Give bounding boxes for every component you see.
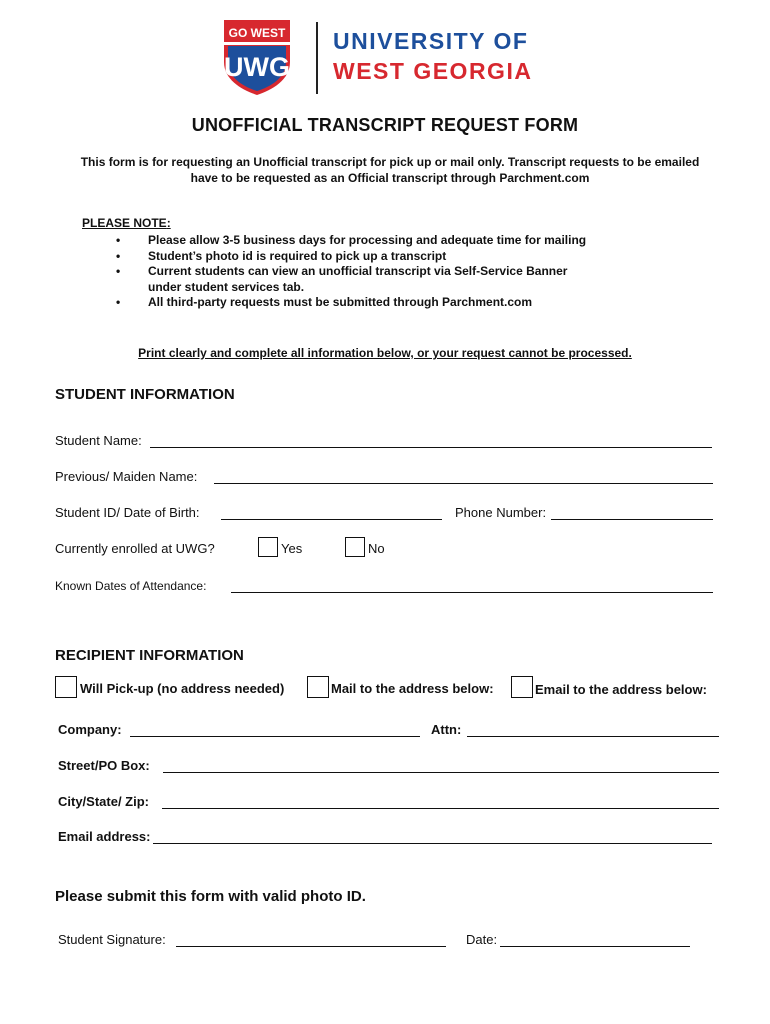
signature-label: Student Signature: bbox=[58, 932, 166, 947]
please-note-heading bbox=[82, 216, 171, 230]
note-item: • Please allow 3-5 business days for processing and adequate time for mailing bbox=[110, 233, 630, 249]
uwg-shield-logo bbox=[220, 18, 294, 96]
mail-label: Mail to the address below: bbox=[331, 681, 494, 696]
recipient-info-heading: RECIPIENT INFORMATION bbox=[55, 647, 244, 664]
logo-bottom-text: UWG bbox=[224, 52, 290, 82]
enrolled-no-label: No bbox=[368, 541, 385, 556]
logo-top-text: GO WEST bbox=[228, 26, 286, 40]
street-field[interactable] bbox=[163, 772, 719, 773]
note-list bbox=[110, 233, 630, 311]
enrolled-yes-label: Yes bbox=[281, 541, 303, 556]
email-option-checkbox[interactable] bbox=[511, 676, 533, 698]
note-item: • Student’s photo id is required to pick up a transcript bbox=[110, 249, 630, 265]
date-field[interactable] bbox=[500, 946, 690, 947]
university-name-line1: UNIVERSITY OF bbox=[333, 28, 529, 54]
student-name-field[interactable] bbox=[150, 447, 712, 448]
maiden-name-label: Previous/ Maiden Name: bbox=[55, 469, 198, 484]
date-label: Date: bbox=[466, 932, 498, 947]
university-name-line2: WEST GEORGIA bbox=[333, 58, 533, 84]
student-name-label: Student Name: bbox=[55, 433, 142, 448]
please-note-colon: : bbox=[166, 216, 171, 230]
student-id-dob-label: Student ID/ Date of Birth: bbox=[55, 505, 200, 520]
street-label: Street/PO Box: bbox=[58, 758, 150, 773]
phone-number-field[interactable] bbox=[551, 519, 713, 520]
pickup-checkbox[interactable] bbox=[55, 676, 77, 698]
enrolled-no-checkbox[interactable] bbox=[345, 537, 365, 557]
company-label: Company: bbox=[58, 722, 122, 737]
print-clearly-instruction bbox=[0, 346, 770, 360]
intro-line-1: This form is for requesting an Unofficial transcript for pick up or mail only. Transcript requests to be emailed bbox=[80, 155, 700, 169]
city-state-zip-label: City/State/ Zip: bbox=[58, 794, 150, 809]
note-item: • Current students can view an unofficial transcript via Self-Service Banner under student services tab. bbox=[110, 264, 578, 295]
form-title: UNOFFICIAL TRANSCRIPT REQUEST FORM bbox=[191, 115, 579, 135]
attn-field[interactable] bbox=[467, 736, 719, 737]
dates-attendance-field[interactable] bbox=[231, 592, 713, 593]
enrolled-question-label: Currently enrolled at UWG? bbox=[55, 541, 215, 556]
logo-divider bbox=[316, 22, 318, 94]
dates-attendance-label: Known Dates of Attendance: bbox=[55, 579, 207, 593]
note-item: • All third-party requests must be submitted through Parchment.com bbox=[110, 295, 630, 311]
intro-text bbox=[60, 154, 720, 186]
city-state-zip-field[interactable] bbox=[162, 808, 719, 809]
student-id-dob-field[interactable] bbox=[221, 519, 442, 520]
maiden-name-field[interactable] bbox=[214, 483, 713, 484]
pickup-label: Will Pick-up (no address needed) bbox=[80, 681, 285, 696]
signature-field[interactable] bbox=[176, 946, 446, 947]
email-address-label: Email address: bbox=[58, 829, 151, 844]
student-info-heading: STUDENT INFORMATION bbox=[55, 386, 235, 403]
mail-checkbox[interactable] bbox=[307, 676, 329, 698]
company-field[interactable] bbox=[130, 736, 420, 737]
email-option-label: Email to the address below: bbox=[535, 682, 707, 697]
attn-label: Attn: bbox=[431, 722, 462, 737]
enrolled-yes-checkbox[interactable] bbox=[258, 537, 278, 557]
email-address-field[interactable] bbox=[153, 843, 712, 844]
intro-line-2: have to be requested as an Official transcript through Parchment.com bbox=[190, 171, 590, 185]
print-clearly-text: Print clearly and complete all information below, or your request cannot be processed. bbox=[138, 346, 632, 360]
submit-photo-id-note: Please submit this form with valid photo ID. bbox=[55, 888, 366, 905]
please-note-label: PLEASE NOTE bbox=[82, 216, 167, 230]
phone-number-label: Phone Number: bbox=[455, 505, 547, 520]
